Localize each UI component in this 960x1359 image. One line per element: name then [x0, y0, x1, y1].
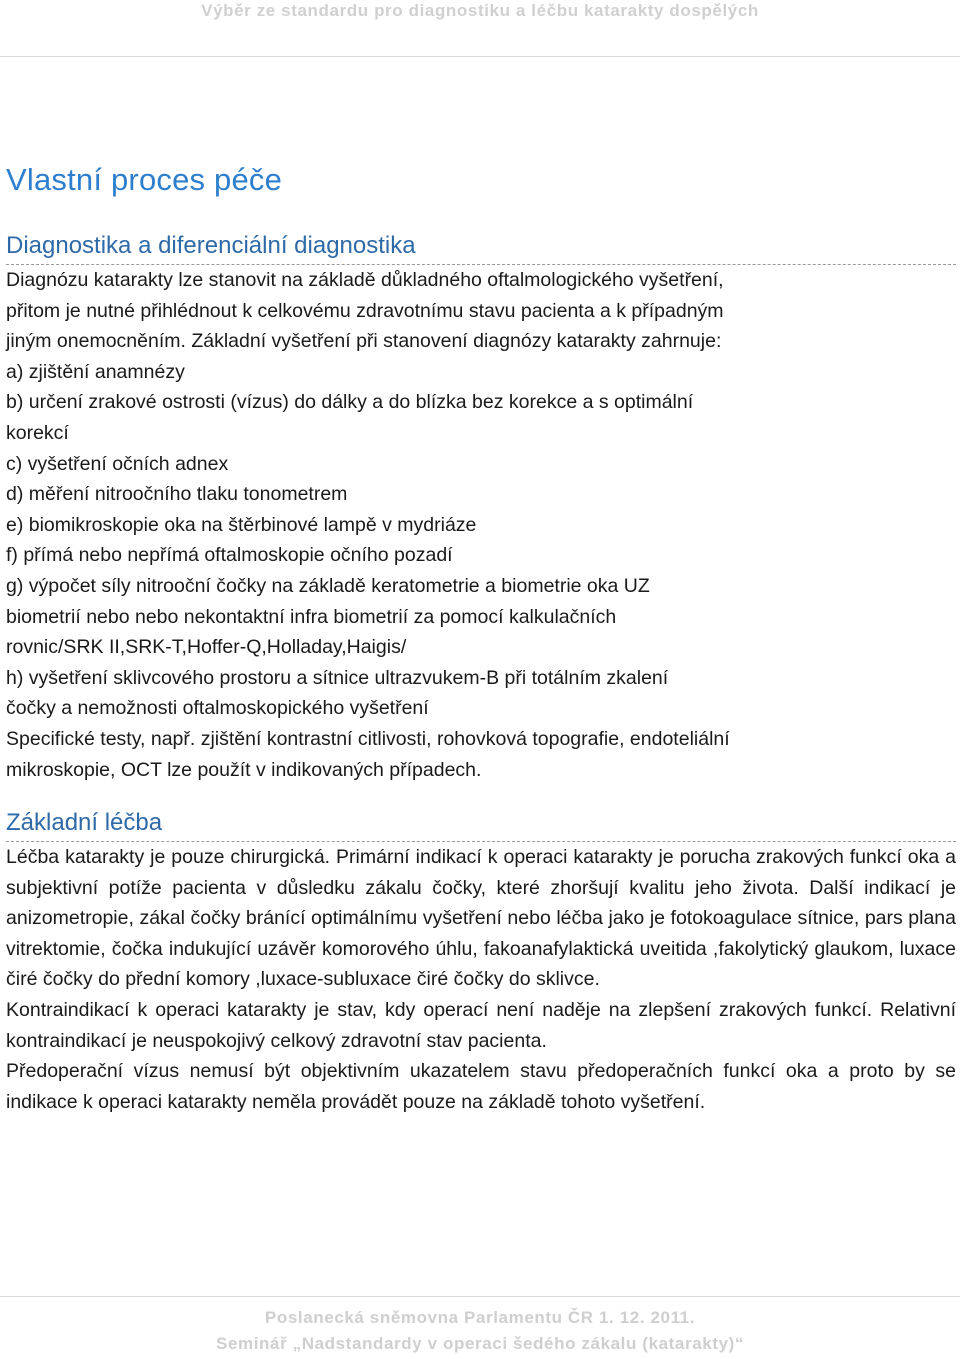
section-title-diagnostics: Diagnostika a diferenciální diagnostika: [6, 230, 956, 265]
text-line: čočky a nemožnosti oftalmoskopického vyšetření: [6, 697, 429, 720]
section-title-treatment: Základní léčba: [6, 807, 956, 842]
page-header: [0, 0, 960, 57]
treatment-paragraph-contraindications: Kontraindikací k operaci katarakty je stav, kdy operací není naděje na zlepšení zrakových funkcí. Relativní kontraindikací je neuspokojivý celkový zdravotní stav pacienta.: [6, 999, 956, 1052]
list-item-d: d) měření nitroočního tlaku tonometrem: [6, 483, 348, 506]
list-item-h: h) vyšetření sklivcového prostoru a sítnice ultrazvukem-B při totálním zkalení: [6, 666, 669, 689]
text-line: rovnic/SRK II,SRK-T,Hoffer-Q,Holladay,Haigis/: [6, 636, 407, 659]
footer-line-2: Seminář „Nadstandardy v operaci šedého zákalu (katarakty)“: [216, 1334, 744, 1353]
text-line: korekcí: [6, 421, 69, 444]
text-line: biometrií nebo nebo nekontaktní infra biometrií za pomocí kalkulačních: [6, 605, 617, 628]
treatment-paragraph-visus: Předoperační vízus nemusí být objektivním ukazatelem stavu předoperačních funkcí oka a proto by se indikace k operaci katarakty neměla provádět pouze na základě tohoto vyšetření.: [6, 1060, 956, 1113]
list-item-f: f) přímá nebo nepřímá oftalmoskopie očního pozadí: [6, 544, 453, 567]
diagnostics-text: [6, 265, 956, 785]
list-item-g: g) výpočet síly nitrooční čočky na základě keratometrie a biometrie oka UZ: [6, 574, 650, 597]
list-item-a: a) zjištění anamnézy: [6, 360, 185, 383]
text-line: Specifické testy, např. zjištění kontrastní citlivosti, rohovková topografie, endoteliální: [6, 727, 730, 750]
document-body: [6, 160, 956, 1117]
page-footer: [0, 1296, 960, 1357]
list-item-e: e) biomikroskopie oka na štěrbinové lampě v mydriáze: [6, 513, 477, 536]
text-line: přitom je nutné přihlédnout k celkovému zdravotnímu stavu pacienta a k případným: [6, 299, 724, 322]
footer-line-1: Poslanecká sněmovna Parlamentu ČR 1. 12. 2011.: [264, 1308, 696, 1327]
list-item-c: c) vyšetření očních adnex: [6, 452, 229, 475]
main-title: Vlastní proces péče: [6, 162, 283, 197]
text-line: mikroskopie, OCT lze použít v indikovaných případech.: [6, 758, 482, 781]
treatment-paragraph-indications: Léčba katarakty je pouze chirurgická. Primární indikací k operaci katarakty je porucha zrakových funkcí oka a subjektivní potíže pacienta v důsledku zákalu čočky, které zhoršují kvalitu jeho života. Další indikací je anizometropie, zákal čočky bránící optimálnímu vyšetření nebo léčba jako je fotokoagulace sítnice, pars plana vitrektomie, čočka indukující uzávěr komorového úhlu, fakoanafylaktická uveitida ,fakolytický glaukom, luxace čiré čočky do přední komory ,luxace-subluxace čiré čočky do sklivce.: [6, 846, 956, 991]
running-title: Výběr ze standardu pro diagnostiku a léčbu katarakty dospělých: [201, 1, 759, 20]
text-line: Diagnózu katarakty lze stanovit na základě důkladného oftalmologického vyšetření,: [6, 269, 724, 291]
text-line: jiným onemocněním. Základní vyšetření při stanovení diagnózy katarakty zahrnuje:: [6, 330, 722, 353]
list-item-b: b) určení zrakové ostrosti (vízus) do dálky a do blízka bez korekce a s optimální: [6, 391, 694, 414]
